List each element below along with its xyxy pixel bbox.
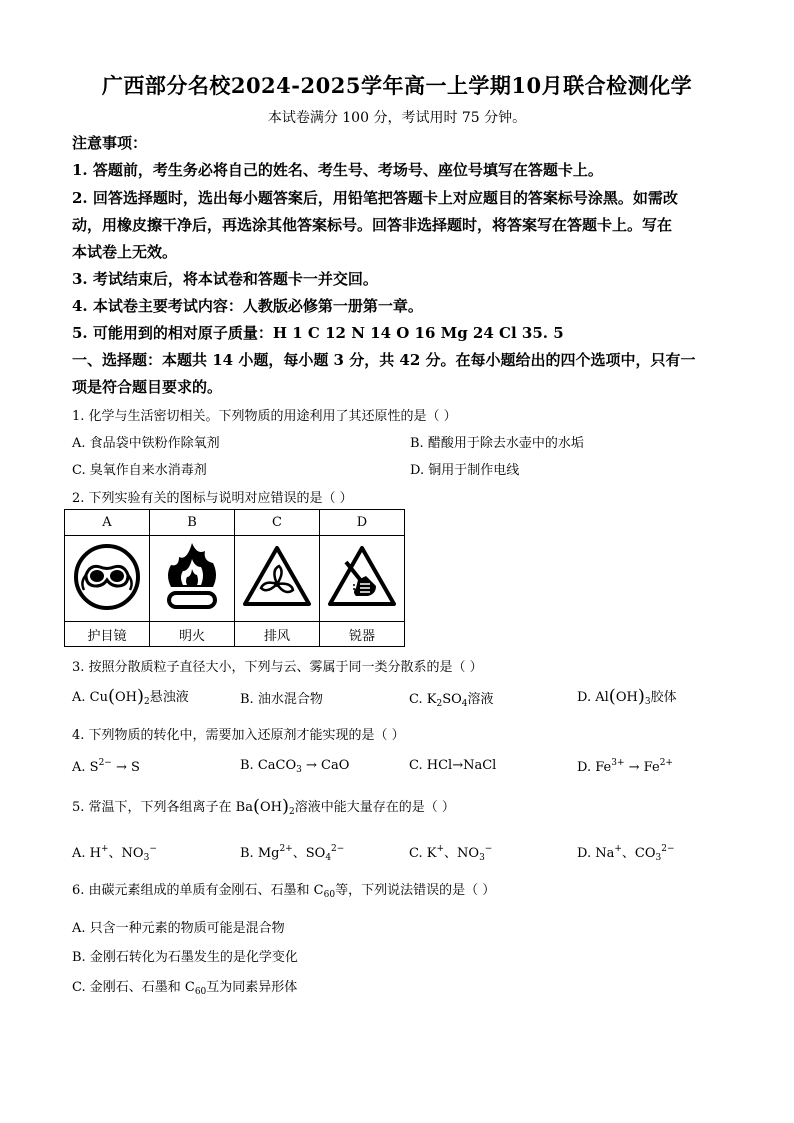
note-3: 3. 考试结束后，将本试卷和答题卡一并交回。 — [72, 270, 378, 288]
symbol-label-d: 锐器 — [320, 622, 405, 647]
question-1-stem: 1. 化学与生活密切相关。下列物质的用途利用了其还原性的是（ ） — [72, 409, 457, 424]
page-subtitle: 本试卷满分 100 分，考试用时 75 分钟。 — [267, 110, 527, 126]
question-5-option-d: D. Na+、$CO_3^{2-}$ — [577, 844, 675, 863]
fan-icon — [241, 544, 313, 610]
symbol-label-b: 明火 — [150, 622, 235, 647]
symbol-label-c: 排风 — [235, 622, 320, 647]
question-4-option-a: A. $S^{2-} \to S$ — [72, 758, 140, 775]
note-2-line-3: 本试卷上无效。 — [72, 243, 178, 261]
question-4-option-d: D. $Fe^{3+} \to Fe^{2+}$ — [577, 758, 673, 775]
question-1-option-a: A. 食品袋中铁粉作除氧剂 — [72, 436, 220, 451]
symbol-header-b: B — [150, 510, 235, 536]
symbol-header-d: D — [320, 510, 405, 536]
question-5-option-b: B. $Mg^{2+}$、$SO_4^{2-}$ — [240, 844, 345, 863]
question-3-option-a: A. $Cu(OH)_2$悬浊液 — [72, 686, 189, 707]
note-4: 4. 本试卷主要考试内容：人教版必修第一册第一章。 — [72, 297, 423, 315]
flame-icon — [157, 539, 227, 615]
note-2-line-2: 动，用橡皮擦干净后，再选涂其他答案标号。回答非选择题时，将答案写在答题卡上。写在 — [72, 216, 673, 234]
question-4-option-b: B. CaCO$_3$ → CaO — [240, 758, 350, 775]
question-6-stem: 6. 由碳元素组成的单质有金刚石、石墨和 $C_{60}$等，下列说法错误的是（ ） — [72, 883, 496, 900]
page-title: 广西部分名校2024-2025学年高一上学期10月联合检测化学 — [101, 73, 693, 98]
question-1-option-b: B. 醋酸用于除去水壶中的水垢 — [410, 436, 584, 451]
open-flame-symbol-cell — [150, 536, 235, 622]
question-3-stem: 3. 按照分散质粒子直径大小，下列与云、雾属于同一类分散系的是（ ） — [72, 660, 483, 675]
question-6-option-b: B. 金刚石转化为石墨发生的是化学变化 — [72, 950, 298, 965]
question-1-option-c: C. 臭氧作自来水消毒剂 — [72, 463, 207, 478]
goggles-icon — [72, 542, 142, 612]
sharp-knife-icon — [326, 544, 398, 610]
question-6-option-c: C. 金刚石、石墨和 $C_{60}$互为同素异形体 — [72, 980, 298, 997]
question-4-option-c: C. HCl→NaCl — [409, 758, 497, 773]
symbol-header-a: A — [65, 510, 150, 536]
question-4-stem: 4. 下列物质的转化中，需要加入还原剂才能实现的是（ ） — [72, 728, 405, 743]
safety-symbol-table — [64, 509, 405, 647]
note-5: 5. 可能用到的相对原子质量：H 1 C 12 N 14 O 16 Mg 24 Cl 35. 5 — [72, 324, 564, 342]
sharp-object-symbol-cell — [320, 536, 405, 622]
note-1: 1. 答题前，考生务必将自己的姓名、考生号、考场号、座位号填写在答题卡上。 — [72, 161, 603, 179]
ventilation-symbol-cell — [235, 536, 320, 622]
question-3-option-b: B. 油水混合物 — [240, 692, 323, 707]
section-1-line-1: 一、选择题：本题共 14 小题，每小题 3 分，共 42 分。在每小题给出的四个选项中，只有一 — [72, 351, 696, 369]
question-5-option-c: C. K+、$NO_3^-$ — [409, 844, 493, 863]
question-3-option-d: D. $Al(OH)_3$胶体 — [577, 686, 677, 707]
goggles-symbol-cell — [65, 536, 150, 622]
question-3-option-c: C. $K_2SO_4$溶液 — [409, 692, 494, 709]
notes-heading: 注意事项： — [72, 134, 148, 152]
question-1-option-d: D. 铜用于制作电线 — [410, 463, 520, 478]
symbol-label-a: 护目镜 — [65, 622, 150, 647]
question-2-stem: 2. 下列实验有关的图标与说明对应错误的是（ ） — [72, 491, 353, 506]
section-1-line-2: 项是符合题目要求的。 — [72, 378, 223, 396]
question-5-stem: 5. 常温下，下列各组离子在 $Ba(OH)_2$溶液中能大量存在的是（ ） — [72, 796, 455, 817]
symbol-header-c: C — [235, 510, 320, 536]
note-2-line-1: 2. 回答选择题时，选出每小题答案后，用铅笔把答题卡上对应题目的答案标号涂黑。如需改 — [72, 189, 678, 207]
question-6-option-a: A. 只含一种元素的物质可能是混合物 — [72, 921, 285, 936]
question-5-option-a: A. H+、$NO_3^-$ — [72, 844, 157, 863]
